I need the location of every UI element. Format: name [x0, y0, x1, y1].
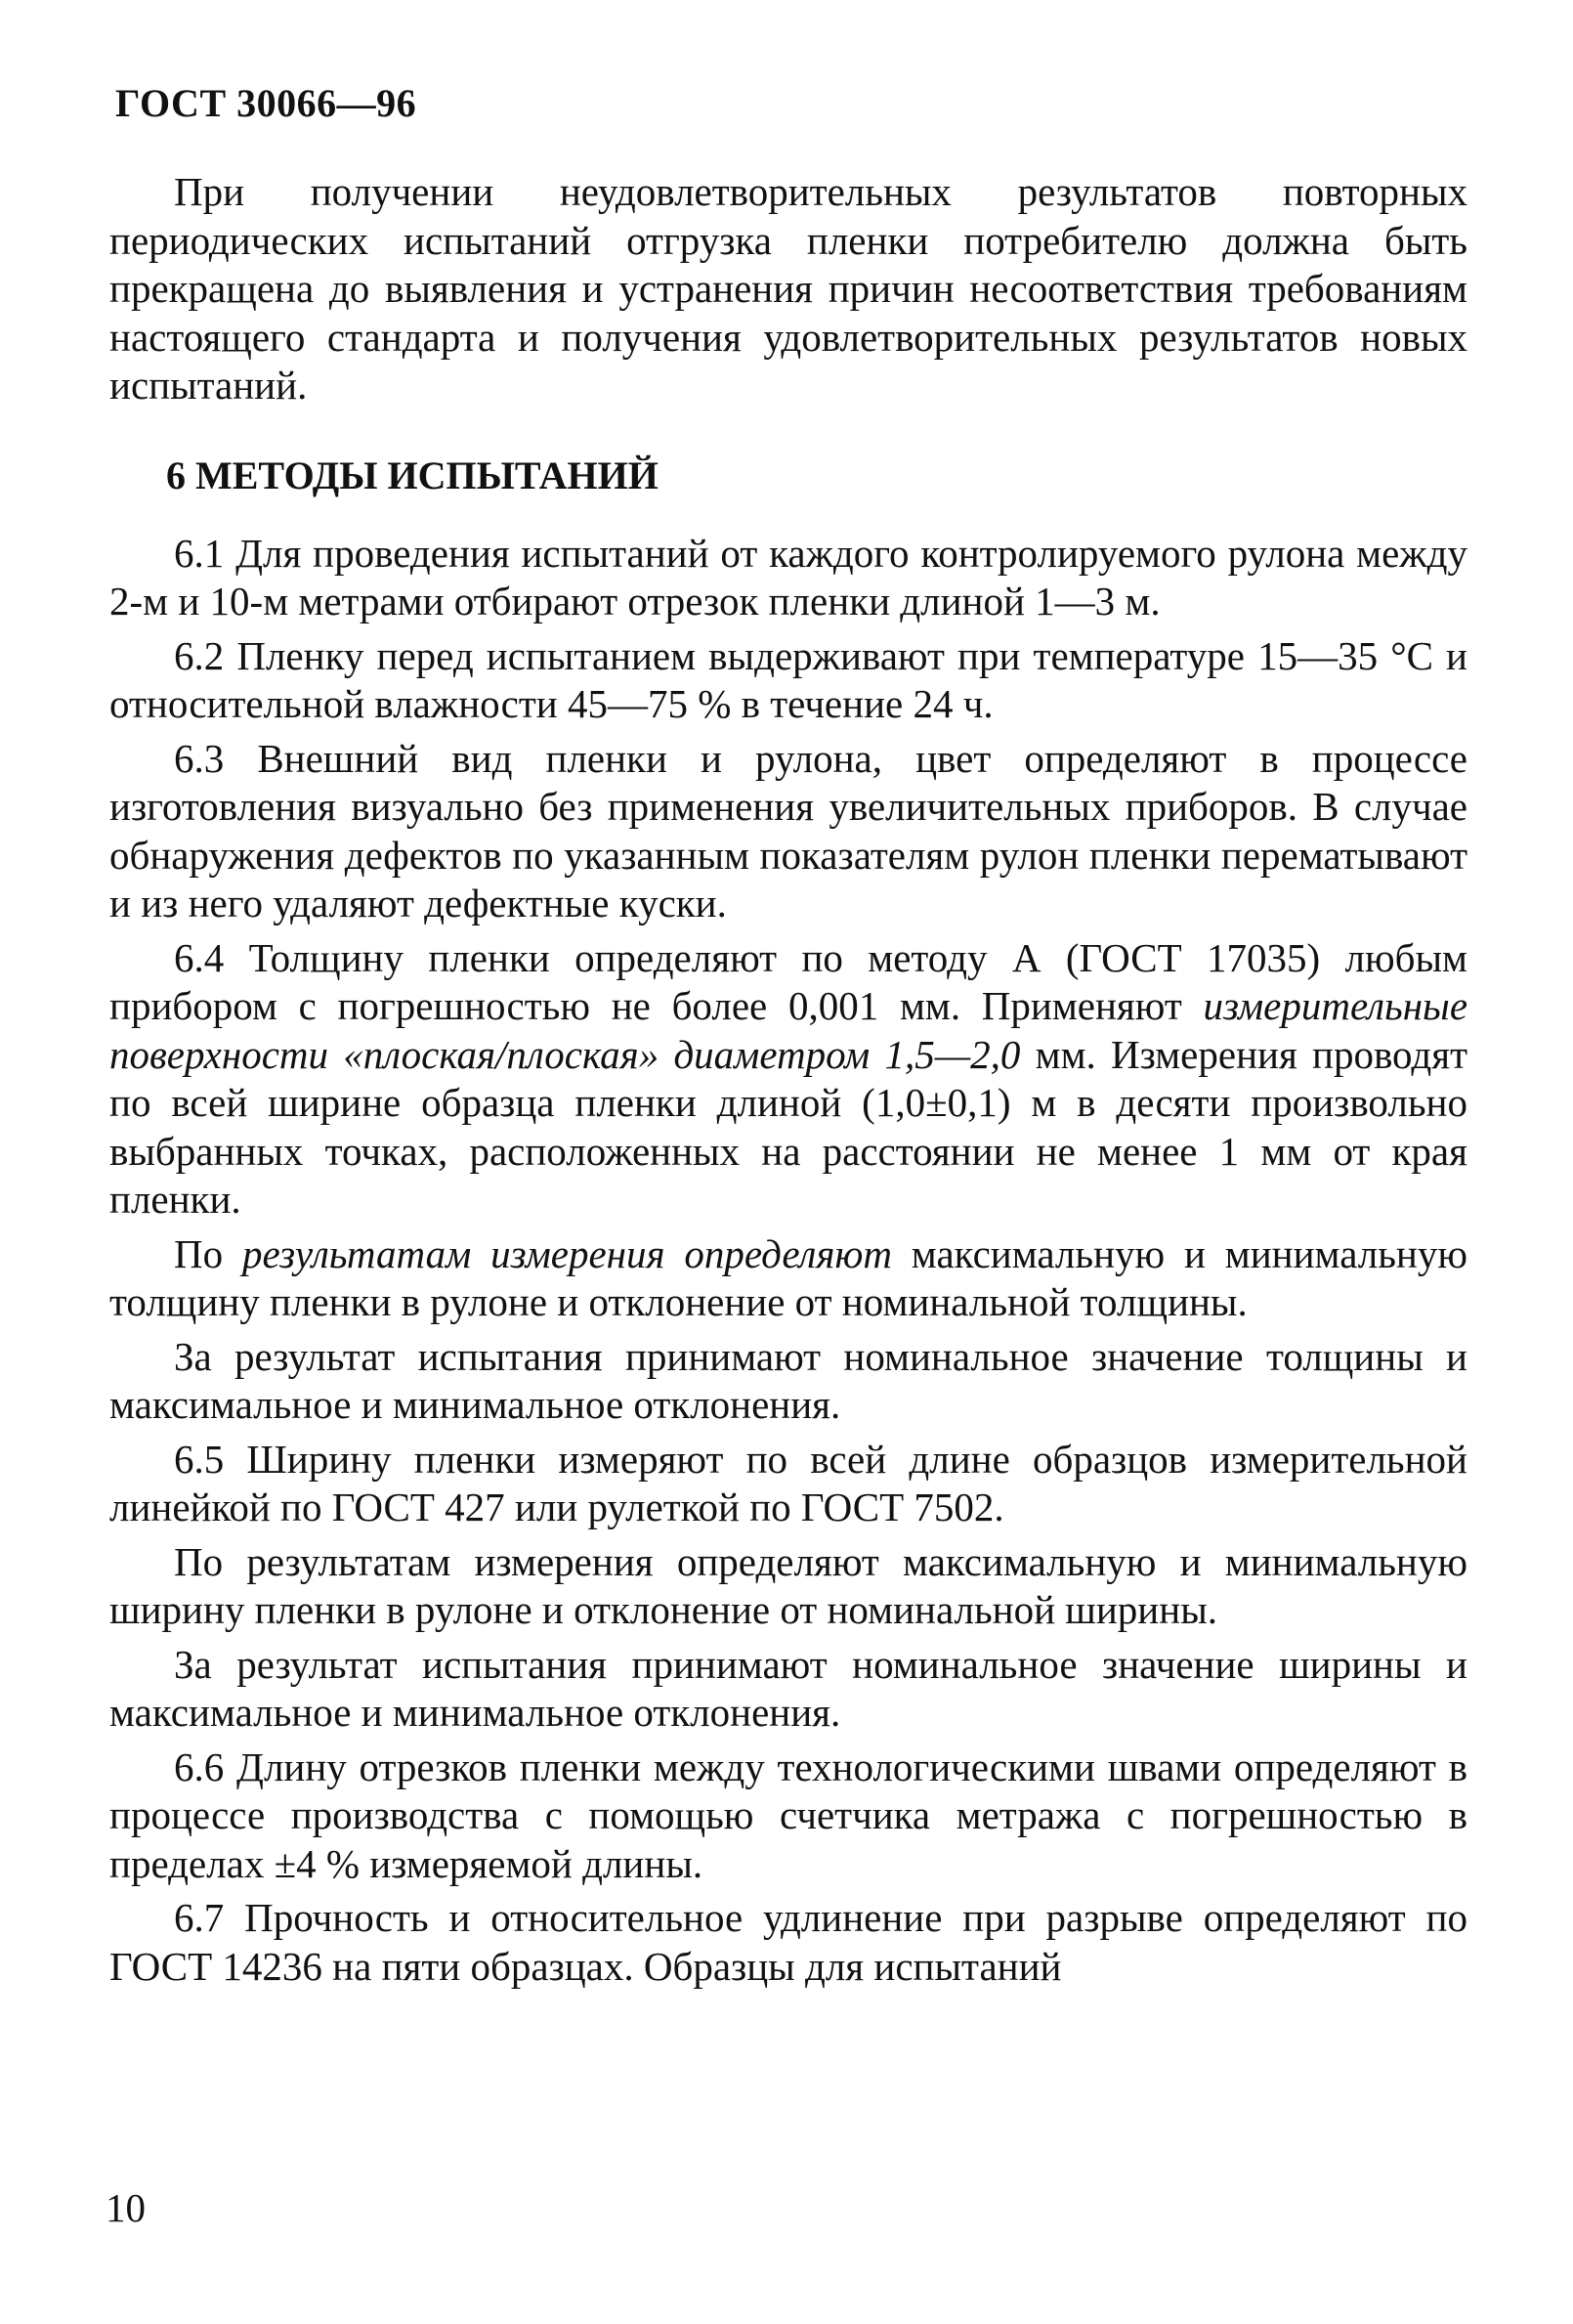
paragraph-6-7: 6.7 Прочность и относительное удлинение при разрыве определяют по ГОСТ 14236 на пяти образцах. Образцы для испытаний	[109, 1895, 1467, 1989]
standard-code-header: ГОСТ 30066—96	[115, 81, 417, 125]
paragraph-6-5-outcome: За результат испытания принимают номинальное значение ширины и максимальное и минимальное отклонения.	[109, 1641, 1467, 1735]
paragraph-6-4-results	[109, 1230, 1467, 1327]
paragraph-6-4	[109, 934, 1467, 1225]
paragraph-6-5-results: По результатам измерения определяют максимальную и минимальную ширину пленки в рулоне и отклонение от номинальной ширины.	[109, 1538, 1467, 1632]
intro-paragraph: При получении неудовлетворительных результатов повторных периодических испытаний отгрузка пленки потребителю должна быть прекращена до выявления и устранения причин несоответствия требованиям настоящего стандарта и получения удовлетворительных результатов новых испытаний.	[109, 169, 1467, 408]
paragraph-6-3: 6.3 Внешний вид пленки и рулона, цвет определяют в процессе изготовления визуально без применения увеличительных приборов. В случае обнаружения дефектов по указанным показателям рулон пленки перематывают и из него удаляют дефектные куски.	[109, 735, 1467, 925]
paragraph-6-4-results-a: По	[174, 1230, 242, 1276]
paragraph-6-4-part-a: 6.4 Толщину пленки определяют по методу А (ГОСТ 17035) любым прибором с погрешностью не более 0,001 мм. Применяют	[109, 934, 1467, 1028]
section-title: 6 МЕТОДЫ ИСПЫТАНИЙ	[166, 452, 659, 497]
page-number: 10	[106, 2185, 146, 2230]
paragraph-6-4-results-c: максимальную и минимальную толщину пленки в рулоне и отклонение от номинальной толщины.	[109, 1230, 1467, 1324]
paragraph-6-6: 6.6 Длину отрезков пленки между технологическими швами определяют в процессе производства с помощью счетчика метража с погрешностью в пределах ±4 % измеряемой длины.	[109, 1743, 1467, 1886]
paragraph-6-4-outcome: За результат испытания принимают номинальное значение толщины и максимальное и минимальное отклонения.	[109, 1333, 1467, 1427]
paragraph-6-1: 6.1 Для проведения испытаний от каждого контролируемого рулона между 2-м и 10-м метрами отбирают отрезок пленки длиной 1—3 м.	[109, 530, 1467, 624]
document-body	[109, 168, 1467, 1997]
paragraph-6-4-results-b: результатам измерения определяют	[241, 1230, 892, 1276]
paragraph-6-2: 6.2 Пленку перед испытанием выдерживают при температуре 15—35 °С и относительной влажности 45—75 % в течение 24 ч.	[109, 632, 1467, 726]
paragraph-6-4-part-c: мм. Измерения проводят по всей ширине образца пленки длиной (1,0±0,1) м в десяти произвольно выбранных точках, расположенных на расстоянии не менее 1 мм от края пленки.	[109, 1031, 1468, 1222]
paragraph-6-5: 6.5 Ширину пленки измеряют по всей длине образцов измерительной линейкой по ГОСТ 427 или рулеткой по ГОСТ 7502.	[109, 1436, 1467, 1529]
paragraph-6-4-part-b: измерительные поверхности «плоская/плоская» диаметром 1,5—2,0	[109, 983, 1468, 1077]
